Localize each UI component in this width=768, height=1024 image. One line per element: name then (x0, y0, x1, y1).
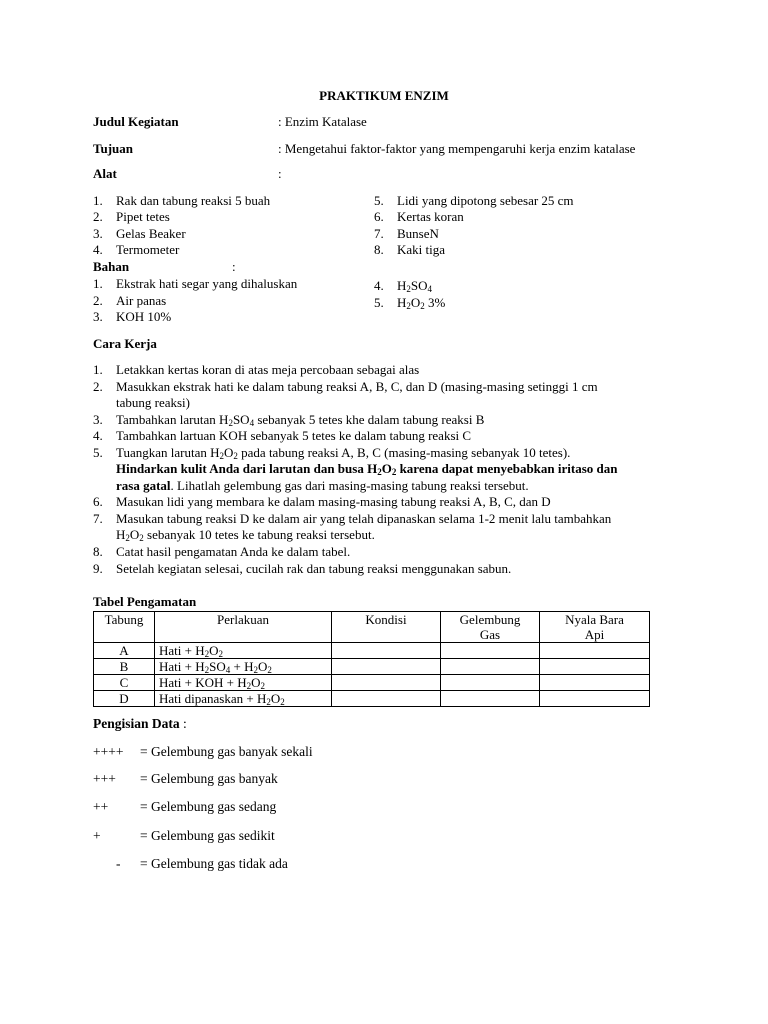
tabel-label: Tabel Pengamatan (93, 594, 197, 609)
list-item: Rak dan tabung reaksi 5 buah (116, 193, 271, 208)
list-item: Lidi yang dipotong sebesar 25 cm (397, 193, 574, 208)
step-text: Tuangkan larutan $H_2O_2$ pada tabung reaksi A, B, C (masing-masing sebanyak 10 tetes). (116, 445, 571, 461)
header-kondisi: Kondisi (332, 612, 441, 643)
legend-symbol: ++ (93, 799, 109, 814)
alat-colon: : (278, 166, 282, 181)
header-gelembung: Gelembung Gas (441, 612, 540, 643)
judul-value: : Enzim Katalase (278, 114, 367, 129)
list-item: Kaki tiga (397, 242, 446, 257)
list-item: Pipet tetes (116, 209, 170, 224)
table-row (94, 691, 650, 707)
list-number: 5. (374, 295, 384, 310)
header-tabung: Tabung (94, 612, 155, 643)
list-number: 6. (374, 209, 384, 224)
list-number: 4. (374, 278, 384, 293)
list-number: 2. (93, 293, 103, 308)
step-text-cont: rasa gatal. Lihatlah gelembung gas dari masing-masing tabung reaksi tersebut. (116, 478, 529, 493)
step-number: 7. (93, 511, 103, 526)
list-number: 5. (374, 193, 384, 208)
tujuan-label: Tujuan (93, 141, 133, 156)
cell-perlakuan: Hati + $H_2SO_4 + H_2O_2$ (155, 659, 332, 675)
table-row (94, 659, 650, 675)
alat-label: Alat (93, 166, 117, 181)
cell-perlakuan: Hati + KOH + $H_2O_2$ (155, 675, 332, 691)
legend-desc: = Gelembung gas tidak ada (140, 856, 288, 871)
list-number: 4. (93, 242, 103, 257)
step-text: Tambahkan lartuan KOH sebanyak 5 tetes ke dalam tabung reaksi C (116, 428, 472, 443)
cell-nyala[interactable] (540, 659, 650, 675)
step-text-cont: tabung reaksi) (116, 395, 191, 410)
list-item: Kertas koran (397, 209, 464, 224)
legend-symbol: - (116, 856, 121, 871)
legend-symbol: + (93, 828, 101, 843)
table-header-row (94, 612, 650, 643)
step-warning: Hindarkan kulit Anda dari larutan dan busa $H_2O_2$ karena dapat menyebabkan iritaso dan (116, 461, 618, 477)
cell-tabung: C (94, 675, 155, 691)
step-number: 8. (93, 544, 103, 559)
step-number: 6. (93, 494, 103, 509)
list-number: 3. (93, 226, 103, 241)
pengisian-heading: Pengisian Data : (93, 716, 187, 731)
step-number: 9. (93, 561, 103, 576)
table-row (94, 643, 650, 659)
step-number: 1. (93, 362, 103, 377)
step-text: Letakkan kertas koran di atas meja percobaan sebagai alas (116, 362, 420, 377)
cell-tabung: B (94, 659, 155, 675)
list-number: 7. (374, 226, 384, 241)
step-text: Tambahkan larutan $H_2SO_4$ sebanyak 5 tetes khe dalam tabung reaksi B (116, 412, 485, 428)
cell-nyala[interactable] (540, 691, 650, 707)
step-text: Masukan tabung reaksi D ke dalam air yang telah dipanaskan selama 1-2 menit lalu tambahkan (116, 511, 612, 526)
legend-desc: = Gelembung gas sedang (140, 799, 277, 814)
list-number: 1. (93, 276, 103, 291)
list-number: 3. (93, 309, 103, 324)
step-text: Catat hasil pengamatan Anda ke dalam tabel. (116, 544, 351, 559)
cell-nyala[interactable] (540, 675, 650, 691)
legend-desc: = Gelembung gas sedikit (140, 828, 275, 843)
list-item: Gelas Beaker (116, 226, 186, 241)
step-text: Setelah kegiatan selesai, cucilah rak dan tabung reaksi menggunakan sabun. (116, 561, 512, 576)
list-item: Air panas (116, 293, 167, 308)
list-item: $H_2O_2$ 3% (397, 295, 446, 311)
cell-kondisi[interactable] (332, 691, 441, 707)
bahan-colon: : (232, 259, 236, 274)
step-number: 5. (93, 445, 103, 460)
cell-perlakuan: Hati + $H_2O_2$ (155, 643, 332, 659)
header-nyala: Nyala Bara Api (540, 612, 650, 643)
list-item: BunseN (397, 226, 439, 241)
judul-label: Judul Kegiatan (93, 114, 179, 129)
bahan-label: Bahan (93, 259, 130, 274)
list-item: KOH 10% (116, 309, 172, 324)
table-row (94, 675, 650, 691)
tujuan-value: : Mengetahui faktor-faktor yang mempengaruhi kerja enzim katalase (278, 141, 636, 156)
cell-tabung: D (94, 691, 155, 707)
step-number: 4. (93, 428, 103, 443)
cell-tabung: A (94, 643, 155, 659)
step-text: Masukkan ekstrak hati ke dalam tabung reaksi A, B, C, dan D (masing-masing setinggi 1 cm (116, 379, 598, 394)
list-number: 8. (374, 242, 384, 257)
legend-desc: = Gelembung gas banyak (140, 771, 278, 786)
list-item: $H_2SO_4$ (397, 278, 433, 294)
legend-symbol: ++++ (93, 744, 124, 759)
step-number: 3. (93, 412, 103, 427)
step-text-cont: $H_2O_2$ sebanyak 10 tetes ke tabung reaksi tersebut. (116, 527, 375, 543)
cell-gelembung[interactable] (441, 643, 540, 659)
cell-gelembung[interactable] (441, 659, 540, 675)
list-item: Ekstrak hati segar yang dihaluskan (116, 276, 298, 291)
cara-kerja-label: Cara Kerja (93, 336, 157, 351)
cell-gelembung[interactable] (441, 675, 540, 691)
cell-kondisi[interactable] (332, 659, 441, 675)
cell-kondisi[interactable] (332, 675, 441, 691)
step-text: Masukan lidi yang membara ke dalam masing-masing tabung reaksi A, B, C, dan D (116, 494, 551, 509)
legend-symbol: +++ (93, 771, 116, 786)
list-number: 2. (93, 209, 103, 224)
step-number: 2. (93, 379, 103, 394)
cell-nyala[interactable] (540, 643, 650, 659)
legend-desc: = Gelembung gas banyak sekali (140, 744, 313, 759)
cell-perlakuan: Hati dipanaskan + $H_2O_2$ (155, 691, 332, 707)
observation-table (93, 611, 650, 707)
cell-gelembung[interactable] (441, 691, 540, 707)
document-title: PRAKTIKUM ENZIM (319, 88, 449, 103)
list-item: Termometer (116, 242, 180, 257)
header-perlakuan: Perlakuan (155, 612, 332, 643)
cell-kondisi[interactable] (332, 643, 441, 659)
list-number: 1. (93, 193, 103, 208)
